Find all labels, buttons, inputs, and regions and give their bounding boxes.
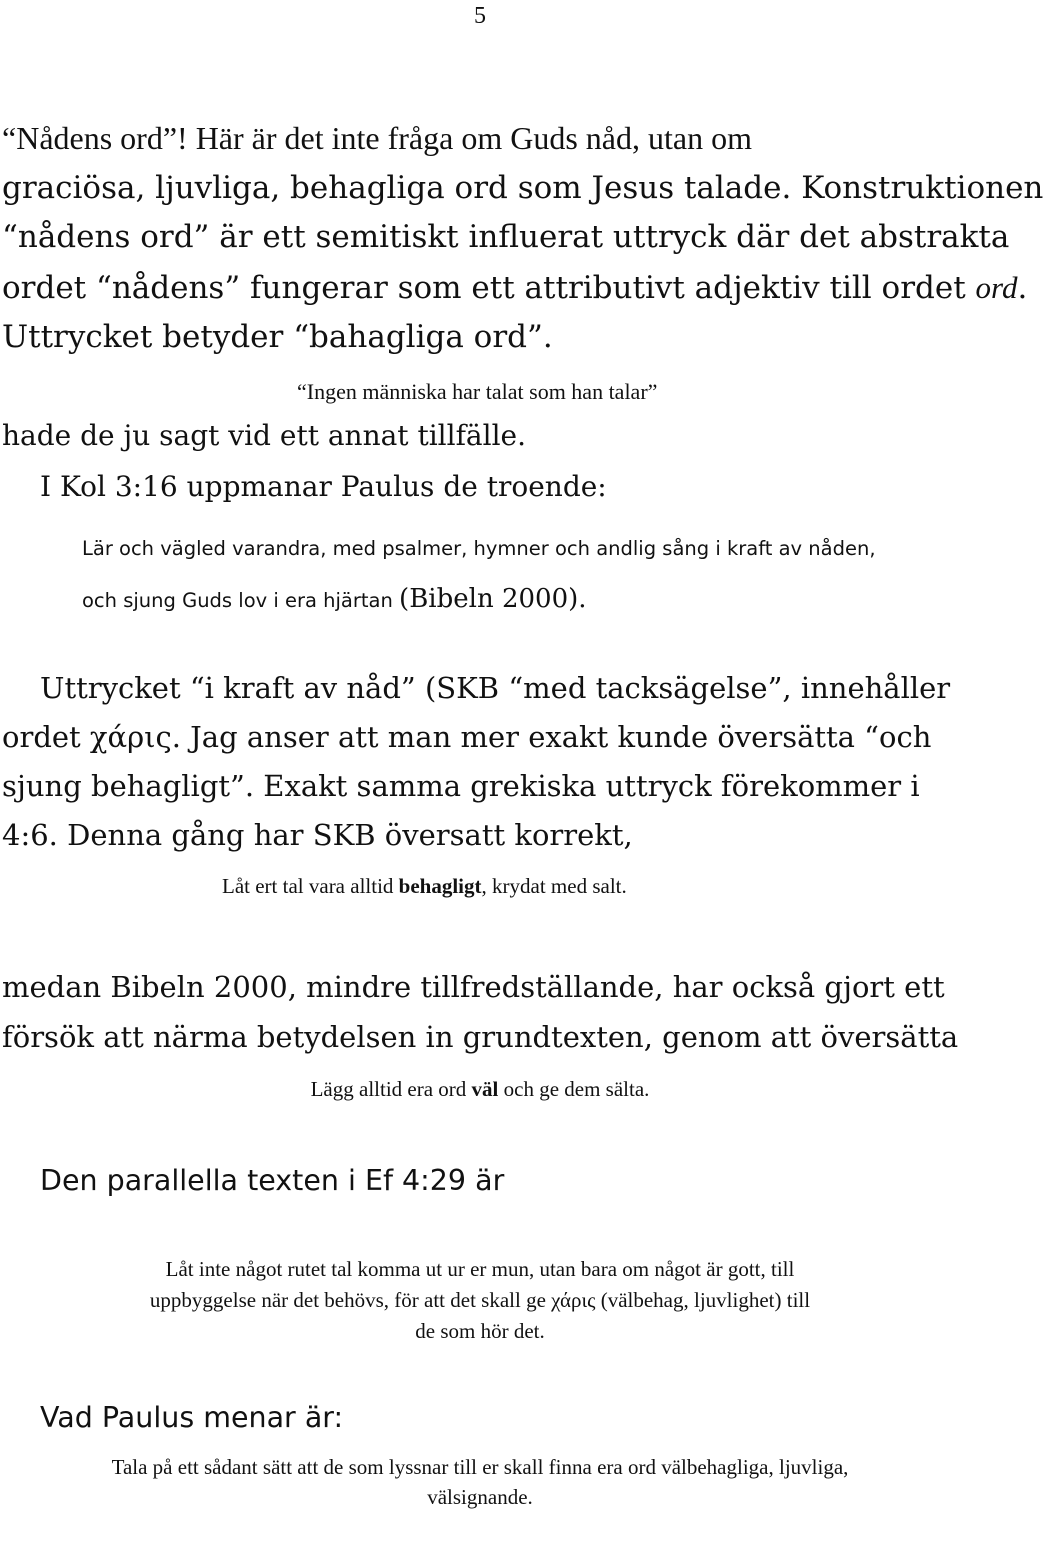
quote-bibeln-2000-kol-4-6 <box>0 1074 960 1104</box>
text-line: uppbyggelse när det behövs, för att det skall ge χάρις (välbehag, ljuvlighet) till <box>149 1288 811 1312</box>
text-run: och ge dem sälta. <box>498 1077 650 1101</box>
text-line: Uttrycket “i kraft av nåd” (SKB “med tacksägelse”, innehåller <box>40 671 951 705</box>
text-run: . <box>1017 269 1028 306</box>
text-line <box>82 574 876 626</box>
text-run: och sjung Guds lov i era hjärtan <box>82 589 400 612</box>
text-line: “nådens ord” är ett semitiskt influerat uttryck där det abstrakta <box>2 219 1010 256</box>
text-line: sjung behagligt”. Exakt samma grekiska uttryck förekommer i <box>2 769 920 803</box>
page-number: 5 <box>474 3 486 29</box>
text-line: de som hör det. <box>415 1319 545 1343</box>
paragraph-nadens-ord <box>2 114 1043 363</box>
quote-paulus-paraphrase <box>0 1452 960 1512</box>
text-line: välsignande. <box>427 1485 533 1509</box>
quote-skb-kol-4-6 <box>222 871 627 901</box>
bold-word: väl <box>471 1077 499 1101</box>
text-line <box>2 263 1043 314</box>
text-line: Tala på ett sådant sätt att de som lyssnar till er skall finna era ord välbehagliga, ljuvliga, <box>111 1455 849 1479</box>
text-run: Låt ert tal vara alltid <box>222 874 399 898</box>
text-line: graciösa, ljuvliga, behagliga ord som Jesus talade. Konstruktionen <box>2 169 1043 206</box>
text-line-kol: I Kol 3:16 uppmanar Paulus de troende: <box>40 470 607 503</box>
text-line: Uttrycket betyder “bahagliga ord”. <box>2 319 553 356</box>
heading-vad-paulus-menar: Vad Paulus menar är: <box>40 1401 344 1434</box>
text-line: försök att närma betydelsen in grundtexten, genom att översätta <box>2 1020 959 1054</box>
text-run: Lägg alltid era ord <box>310 1077 472 1101</box>
bold-word: behagligt <box>398 874 482 898</box>
italic-word: ord <box>975 269 1018 305</box>
text-run: , krydat med salt. <box>481 874 627 898</box>
text-run: ordet “nådens” fungerar som ett attributivt adjektiv till ordet <box>2 269 976 306</box>
text-line: Lär och vägled varandra, med psalmer, hymner och andlig sång i kraft av nåden, <box>82 537 876 560</box>
text-line: ordet χάρις. Jag anser att man mer exakt kunde översätta “och <box>2 720 932 754</box>
quote-ef-4-29 <box>0 1254 960 1347</box>
text-line: medan Bibeln 2000, mindre tillfredställande, har också gjort ett <box>2 970 945 1004</box>
quote-ingen-manniska: “Ingen människa har talat som han talar” <box>297 379 658 404</box>
heading-ef-4-29: Den parallella texten i Ef 4:29 är <box>40 1164 505 1197</box>
text-line: Låt inte något rutet tal komma ut ur er mun, utan bara om något är gott, till <box>165 1257 795 1281</box>
paragraph-i-kraft-av-nad <box>2 664 950 860</box>
bible-reference: (Bibeln 2000). <box>399 584 587 614</box>
paragraph-bibeln-2000 <box>2 962 958 1062</box>
text-line-sagt: hade de ju sagt vid ett annat tillfälle. <box>2 419 527 452</box>
text-line: 4:6. Denna gång har SKB översatt korrekt, <box>2 818 633 852</box>
text-line: “Nådens ord”! Här är det inte fråga om Guds nåd, utan om <box>2 120 752 156</box>
quote-kol-3-16 <box>82 524 876 626</box>
